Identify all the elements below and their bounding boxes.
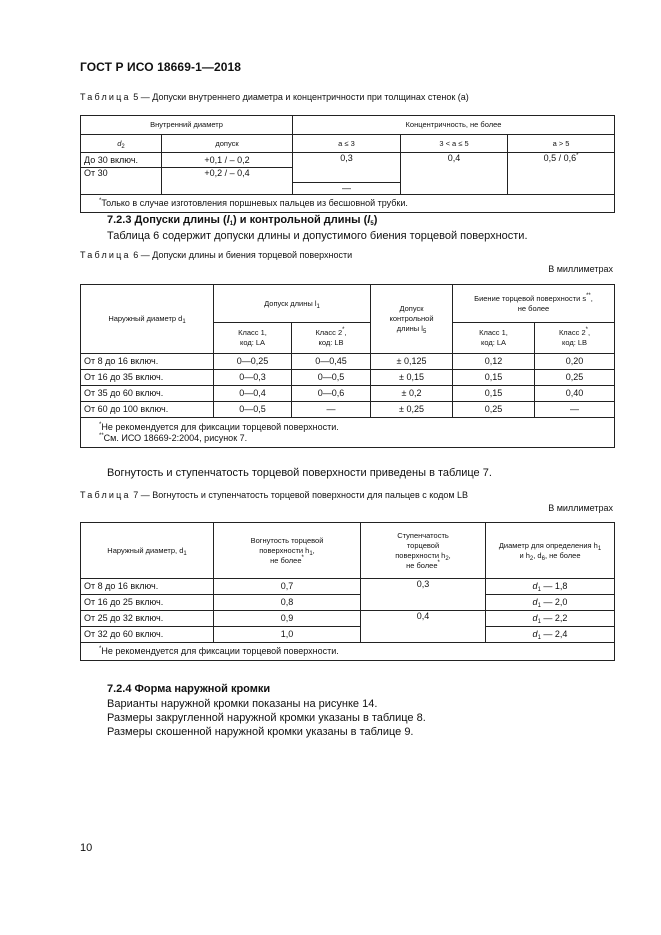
table6-caption: Таблица 6 — Допуски длины и биения торцевой поверхности (80, 250, 353, 260)
table6-cell: 0,25 (453, 402, 535, 418)
table6-cell: 0—0,5 (214, 402, 292, 418)
table7-intro-text: Вогнутость и ступенчатость торцевой поверхности приведены в таблице 7. (107, 467, 492, 479)
table5-col-inner-diameter: Внутренний диаметр (81, 116, 293, 135)
table6-cell: 0—0,25 (214, 354, 292, 370)
table5-sub-a1: a ≤ 3 (293, 135, 401, 153)
table6-footnotes: *Не рекомендуется для фиксации торцевой поверхности. **См. ИСО 18669-2:2004, рисунок 7. (81, 418, 615, 448)
table-row (81, 402, 615, 418)
table7-cell: От 16 до 25 включ. (81, 595, 214, 611)
table-row (81, 354, 615, 370)
table6-cell: От 60 до 100 включ. (81, 402, 214, 418)
page-number: 10 (80, 842, 93, 854)
table6-cell: 0,25 (535, 370, 615, 386)
table-row (81, 595, 615, 611)
table6-cell: 0,20 (535, 354, 615, 370)
table6-class2-lb: Класс 2*, код: LB (292, 323, 371, 354)
table6-cell: 0,15 (453, 386, 535, 402)
table7-cell: От 8 до 16 включ. (81, 579, 214, 595)
table7-cell: От 25 до 32 включ. (81, 611, 214, 627)
table5-col-concentricity: Концентричность, не более (293, 116, 615, 135)
table5-cell: +0,2 / – 0,4 (162, 168, 293, 195)
table-row (81, 386, 615, 402)
section-7-2-3-heading: 7.2.3 Допуски длины $(l_1)$ и контрольной длины $(l_5)$ (107, 214, 378, 227)
table7-col-determination-diameter: Диаметр для определения $h_1$ и $h_2$, $d_6$, не более (486, 523, 615, 579)
section-7-2-3-text: Таблица 6 содержит допуски длины и допустимого биения торцевой поверхности. (107, 230, 528, 242)
table7-col-outer-diameter: Наружный диаметр, $d_1$ (81, 523, 214, 579)
table6-units: В миллиметрах (548, 264, 613, 274)
table7-cell: 1,0 (214, 627, 361, 643)
table5-caption-num: 5 (133, 92, 139, 102)
table6-cell: 0—0,45 (292, 354, 371, 370)
table6-cell: — (535, 402, 615, 418)
table5-cell: 0,4 (401, 153, 508, 195)
table6-cell: — (292, 402, 371, 418)
table-row (81, 611, 615, 627)
table7 (80, 522, 615, 661)
table6 (80, 284, 615, 448)
table-row (81, 153, 615, 168)
table6-cell: От 35 до 60 включ. (81, 386, 214, 402)
table5-sub-a3: a > 5 (508, 135, 615, 153)
table6-cell: 0—0,3 (214, 370, 292, 386)
table7-cell: От 32 до 60 включ. (81, 627, 214, 643)
table6-col-control-length: Допуск контрольной длины $l_5$ (371, 285, 453, 354)
table6-cell: 0—0,4 (214, 386, 292, 402)
table6-runout-class1-la: Класс 1, код: LA (453, 323, 535, 354)
table7-cell: $d_1$ — 2,2 (486, 611, 615, 627)
table5-cell: 0,5 / 0,6* (508, 153, 615, 195)
table6-cell: От 16 до 35 включ. (81, 370, 214, 386)
table6-cell: ± 0,25 (371, 402, 453, 418)
table5-sub-tolerance: допуск (162, 135, 293, 153)
table7-cell: $d_1$ — 2,0 (486, 595, 615, 611)
table7-cell: $d_1$ — 2,4 (486, 627, 615, 643)
document-title: ГОСТ Р ИСО 18669-1—2018 (80, 60, 242, 74)
table5-caption-word: Таблица (80, 92, 131, 102)
table6-cell: ± 0,125 (371, 354, 453, 370)
table7-cell: 0,4 (361, 611, 486, 643)
table6-cell: 0,40 (535, 386, 615, 402)
table6-cell: От 8 до 16 включ. (81, 354, 214, 370)
table7-cell: 0,7 (214, 579, 361, 595)
table7-units: В миллиметрах (548, 503, 613, 513)
table6-col-outer-diameter: Наружный диаметр $d_1$ (81, 285, 214, 354)
table6-class1-la: Класс 1, код: LA (214, 323, 292, 354)
table7-col-step: Ступенчатость торцевой поверхности $h_2$, не более* (361, 523, 486, 579)
table6-cell: 0,12 (453, 354, 535, 370)
table7-footnote: *Не рекомендуется для фиксации торцевой поверхности. (81, 643, 615, 661)
section-7-2-4-line: Размеры закругленной наружной кромки указаны в таблице 8. (107, 712, 426, 724)
table-row (81, 627, 615, 643)
table7-cell: 0,3 (361, 579, 486, 611)
table5-cell: +0,1 / – 0,2 (162, 153, 293, 168)
section-7-2-4-line: Размеры скошенной наружной кромки указаны в таблице 9. (107, 726, 414, 738)
table6-cell: ± 0,2 (371, 386, 453, 402)
table7-cell: 0,8 (214, 595, 361, 611)
table5-sub-a2: 3 < a ≤ 5 (401, 135, 508, 153)
table6-cell: 0—0,5 (292, 370, 371, 386)
table6-cell: 0,15 (453, 370, 535, 386)
table6-col-runout: Биение торцевой поверхности s**, не более (453, 285, 615, 323)
section-7-2-4-heading: 7.2.4 Форма наружной кромки (107, 683, 271, 695)
table5-cell: 0,3 (293, 153, 401, 183)
table5-sub-d2: $d_2$ (81, 135, 162, 153)
table6-runout-class2-lb: Класс 2*, код: LB (535, 323, 615, 354)
table7-cell: 0,9 (214, 611, 361, 627)
table-row (81, 370, 615, 386)
table5-cell: — (293, 183, 401, 195)
table6-col-length-tolerance: Допуск длины $l_1$ (214, 285, 371, 323)
table5 (80, 115, 615, 213)
table6-cell: 0—0,6 (292, 386, 371, 402)
table7-cell: $d_1$ — 1,8 (486, 579, 615, 595)
table7-col-concavity: Вогнутость торцевой поверхности $h_1$, не более* (214, 523, 361, 579)
table5-footnote: *Только в случае изготовления поршневых пальцев из бесшовной трубки. (81, 195, 615, 213)
table6-cell: ± 0,15 (371, 370, 453, 386)
table5-caption-text: — Допуски внутреннего диаметра и концентричности при толщинах стенок (a) (140, 92, 469, 102)
table5-cell: До 30 включ. (81, 153, 162, 168)
section-7-2-4-line: Варианты наружной кромки показаны на рисунке 14. (107, 698, 378, 710)
table5-cell: От 30 (81, 168, 162, 195)
table-row (81, 579, 615, 595)
table7-caption: Таблица 7 — Вогнутость и ступенчатость торцевой поверхности для пальцев с кодом LB (80, 490, 469, 500)
table5-caption (80, 92, 469, 102)
